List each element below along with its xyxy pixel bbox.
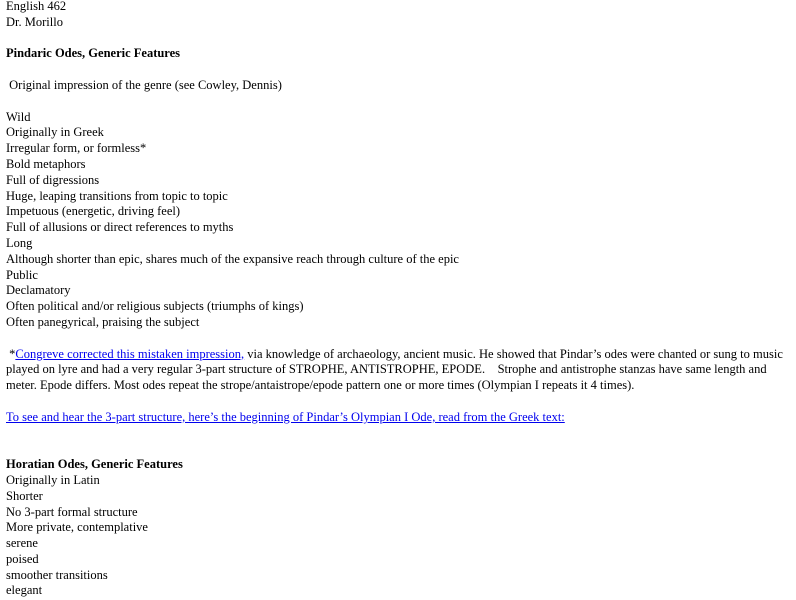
spacer: [6, 394, 794, 410]
list-item: Often political and/or religious subjects (triumphs of kings): [6, 299, 304, 314]
list-item: Declamatory: [6, 283, 71, 298]
list-item: Huge, leaping transitions from topic to topic: [6, 188, 228, 203]
spacer: [6, 331, 794, 347]
spacer: [6, 94, 794, 110]
list-item: poised: [6, 551, 39, 566]
list-item: Public: [6, 267, 38, 282]
congreve-note-text: via knowledge of archaeology, ancient music. He showed that Pindar’s odes were chanted or sung to music played on lyre and had a very regular 3-part structure of STROPHE, ANTISTROPHE, EPODE. Strophe and antistrophe stanzas have same length and meter. Epode differs. Most odes repeat the strope/antaistrope/epode pattern one or more times (Olympian I repeats it 4 times).: [6, 346, 783, 393]
congreve-note: [6, 347, 794, 394]
list-item: Often panegyrical, praising the subject: [6, 314, 200, 329]
list-item: Irregular form, or formless*: [6, 141, 147, 156]
list-item: smoother transitions: [6, 567, 108, 582]
list-item: Shorter: [6, 488, 43, 503]
spacer: [6, 426, 794, 458]
instructor-name: Dr. Morillo: [6, 14, 63, 29]
horatian-feature-list: [6, 473, 794, 599]
list-item: Wild: [6, 109, 31, 124]
pindaric-heading: Pindaric Odes, Generic Features: [6, 46, 181, 61]
list-item: elegant: [6, 583, 43, 598]
list-item: Long: [6, 235, 33, 250]
congreve-link[interactable]: Congreve corrected this mistaken impression,: [15, 346, 245, 361]
spacer: [6, 62, 794, 78]
list-item: Impetuous (energetic, driving feel): [6, 204, 181, 219]
list-item: Originally in Latin: [6, 472, 100, 487]
list-item: Bold metaphors: [6, 156, 86, 171]
list-item: More private, contemplative: [6, 520, 148, 535]
list-item: serene: [6, 536, 38, 551]
asterisk-mark: *: [9, 346, 16, 361]
list-item: Full of digressions: [6, 172, 100, 187]
olympian-audio-link[interactable]: To see and hear the 3-part structure, here’s the beginning of Pindar’s Olympian I Ode, read from the Greek text:: [6, 409, 565, 424]
spacer: [6, 31, 794, 47]
pindaric-feature-list: [6, 110, 794, 331]
list-item: Full of allusions or direct references to myths: [6, 220, 234, 235]
document-page: [6, 0, 794, 599]
pindaric-intro: Original impression of the genre (see Cowley, Dennis): [9, 77, 282, 92]
horatian-heading: Horatian Odes, Generic Features: [6, 457, 183, 472]
list-item: Although shorter than epic, shares much of the expansive reach through culture of the epic: [6, 251, 459, 266]
list-item: No 3-part formal structure: [6, 504, 138, 519]
list-item: Originally in Greek: [6, 125, 104, 140]
course-name: English 462: [6, 0, 67, 13]
